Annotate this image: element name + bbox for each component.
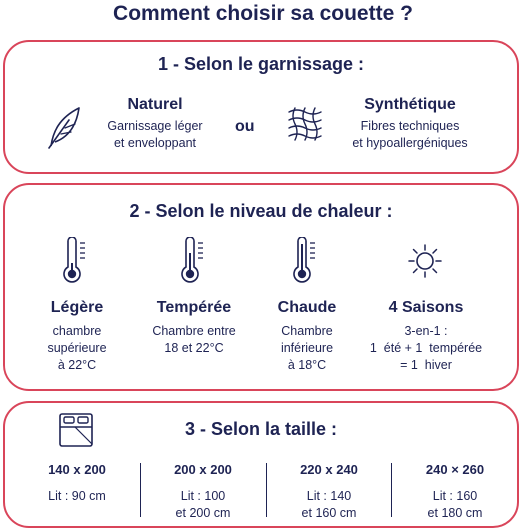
- natural-desc-line1: Garnissage léger: [107, 119, 203, 133]
- fibers-icon: [285, 104, 329, 144]
- warmth-label: Chaude: [277, 299, 337, 316]
- warmth-section: [3, 183, 519, 391]
- bed-width: et 180 cm: [427, 506, 483, 520]
- warmth-desc: Chambre: [281, 324, 333, 338]
- size-value: 200 x 200: [174, 462, 232, 477]
- thermometer-high-icon: [293, 237, 319, 283]
- size-value: 220 x 240: [300, 462, 358, 477]
- warmth-item-light: [25, 299, 129, 374]
- size-section: [3, 401, 519, 528]
- divider: [391, 463, 392, 517]
- synthetic-desc-line2: et hypoallergéniques: [352, 136, 468, 150]
- feather-icon: [45, 104, 83, 150]
- synthetic-desc-line1: Fibres techniques: [360, 119, 460, 133]
- bed-width: Lit : 90 cm: [48, 489, 106, 503]
- sun-snow-icon: [407, 243, 443, 279]
- warmth-label: Légère: [50, 299, 104, 316]
- divider: [266, 463, 267, 517]
- bed-width: et 200 cm: [175, 506, 231, 520]
- warmth-desc: inférieure: [280, 341, 334, 355]
- divider: [140, 463, 141, 517]
- warmth-item-temperate: [137, 299, 251, 357]
- warmth-label: 4 Saisons: [388, 299, 464, 316]
- warmth-desc: 3-en-1 :: [404, 324, 448, 338]
- thermometer-mid-icon: [181, 237, 207, 283]
- size-option-140x200: [19, 461, 135, 505]
- natural-desc-line2: et enveloppant: [113, 136, 196, 150]
- warmth-desc: à 22°C: [57, 358, 97, 372]
- filling-section: [3, 40, 519, 174]
- size-heading: 3 - Selon la taille :: [184, 419, 338, 439]
- bed-width: Lit : 160: [432, 489, 478, 503]
- page-title: Comment choisir sa couette ?: [113, 2, 413, 25]
- warmth-desc: à 18°C: [287, 358, 327, 372]
- natural-label: Naturel: [127, 96, 183, 113]
- size-option-220x240: [271, 461, 387, 522]
- warmth-desc: supérieure: [47, 341, 107, 355]
- bed-width: Lit : 140: [306, 489, 352, 503]
- size-option-200x200: [145, 461, 261, 522]
- warmth-item-warm: [255, 299, 359, 374]
- warmth-desc: Chambre entre: [152, 324, 236, 338]
- warmth-item-4-seasons: [351, 299, 501, 374]
- synthetic-label: Synthétique: [364, 96, 456, 113]
- thermometer-low-icon: [63, 237, 89, 283]
- warmth-desc: = 1 hiver: [400, 358, 452, 372]
- filling-heading: 1 - Selon le garnissage :: [157, 54, 365, 74]
- size-option-240x260: [397, 461, 513, 522]
- size-value: 140 x 200: [48, 462, 106, 477]
- warmth-desc: 18 et 22°C: [164, 341, 224, 355]
- or-separator: ou: [235, 118, 255, 135]
- warmth-heading: 2 - Selon le niveau de chaleur :: [129, 201, 393, 221]
- warmth-desc: 1 été + 1 tempérée: [369, 341, 483, 355]
- warmth-desc: chambre: [52, 324, 102, 338]
- size-value: 240 × 260: [425, 462, 485, 477]
- bed-width: Lit : 100: [180, 489, 226, 503]
- warmth-label: Tempérée: [156, 299, 232, 316]
- bed-width: et 160 cm: [301, 506, 357, 520]
